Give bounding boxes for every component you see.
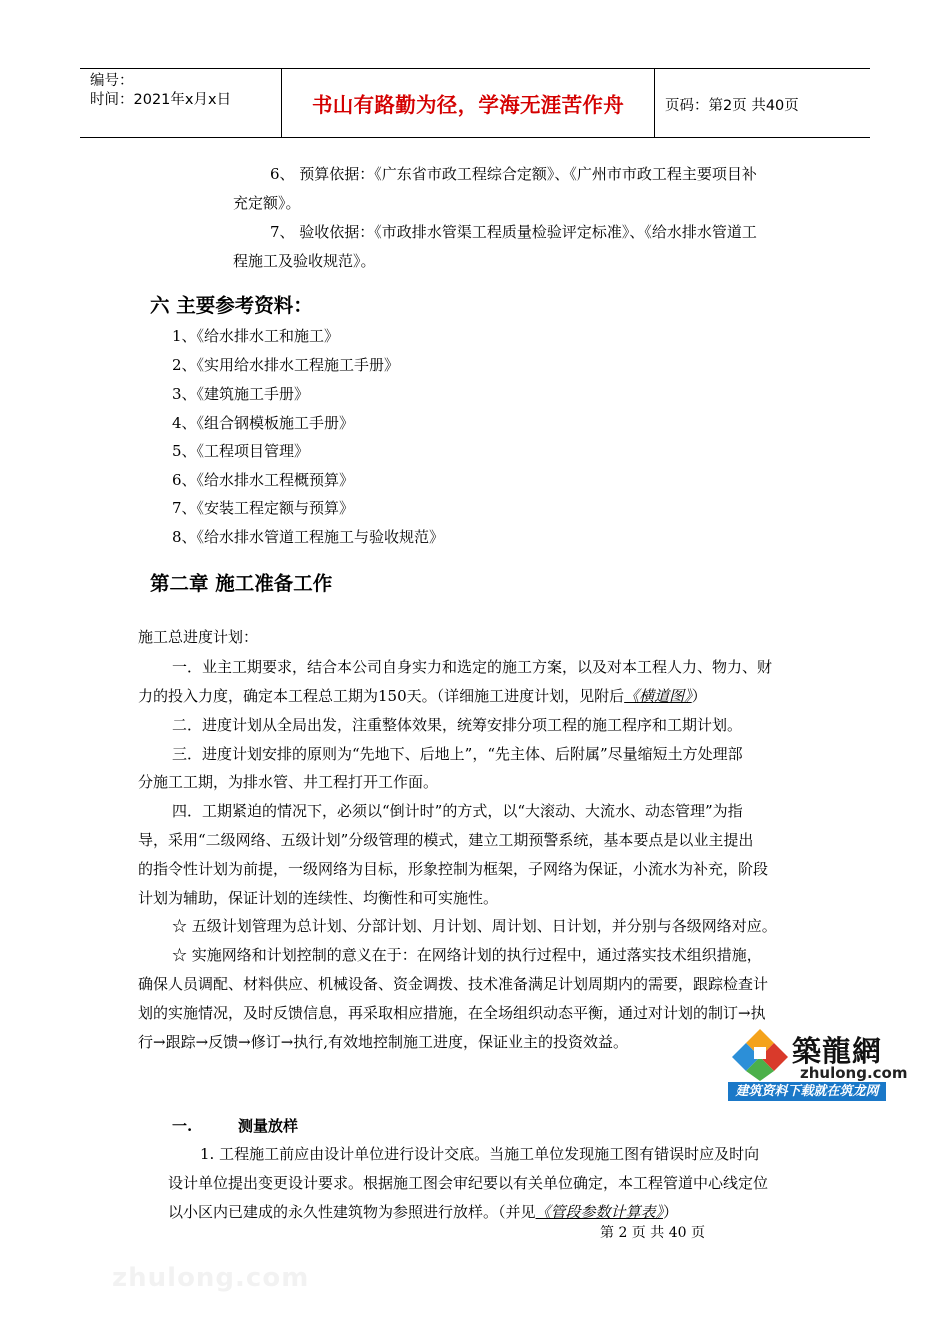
logo-name: 築龍網 <box>792 1034 883 1068</box>
para4-line3: 的指令性计划为前提，一级网络为目标，形象控制为框架，子网络为保证，小流水为补充，阶段 <box>138 860 769 878</box>
para2: 二．进度计划从全局出发，注重整体效果，统筹安排分项工程的施工程序和工期计划。 <box>172 716 743 734</box>
reference-item: 8、《给水排水管道工程施工与验收规范》 <box>172 528 445 546</box>
para4-line2: 导，采用“二级网络、五级计划”分级管理的模式，建立工期预警系统，基本要点是以业主提出 <box>138 831 754 849</box>
star-item-2-line2: 确保人员调配、材料供应、机械设备、资金调拨、技术准备满足计划周期内的需要，跟踪检查计 <box>138 975 769 993</box>
para1-line2: 力的投入力度，确定本工程总工期为150天。（详细施工进度计划，见附后《横道图》） <box>138 687 707 705</box>
zhulong-logo-icon <box>732 1027 788 1081</box>
measure-title: 测量放样 <box>238 1117 299 1135</box>
pipe-param-table-link[interactable]: 《管段参数计算表》 <box>535 1203 664 1221</box>
reference-item: 6、《给水排水工程概预算》 <box>172 471 355 489</box>
basis-7-line2: 程施工及验收规范》。 <box>233 252 376 270</box>
reference-item: 4、《组合钢模板施工手册》 <box>172 414 355 432</box>
page-header <box>80 68 870 138</box>
section6-title: 六 主要参考资料： <box>150 294 313 317</box>
star-item-2-line4: 行→跟踪→反馈→修订→执行,有效地控制施工进度，保证业主的投资效益。 <box>138 1033 629 1051</box>
star-item-1: ☆ 五级计划管理为总计划、分部计划、月计划、周计划、日计划，并分别与各级网络对应。 <box>172 917 777 935</box>
basis-7-line1: 7、 验收依据：《市政排水管渠工程质量检验评定标准》、《给水排水管道工 <box>270 223 757 241</box>
reference-item: 7、《安装工程定额与预算》 <box>172 499 355 517</box>
measure-line3: 以小区内已建成的永久性建筑物为参照进行放样。（并见《管段参数计算表》） <box>168 1203 679 1221</box>
para4-line1: 四．工期紧迫的情况下，必须以“倒计时”的方式，以“大滚动、大流水、动态管理”为指 <box>172 802 743 820</box>
para1-line1: 一．业主工期要求，结合本公司自身实力和选定的施工方案，以及对本工程人力、物力、财 <box>172 658 773 676</box>
header-meta-cell <box>80 69 282 137</box>
para3-line1: 三．进度计划安排的原则为“先地下、后地上”，“先主体、后附属”尽量缩短土方处理部 <box>172 745 743 763</box>
star-item-2-line1: ☆ 实施网络和计划控制的意义在于：在网络计划的执行过程中，通过落实技术组织措施， <box>172 946 762 964</box>
reference-item: 3、《建筑施工手册》 <box>172 385 310 403</box>
para3-line2: 分施工工期，为排水管、井工程打开工作面。 <box>138 773 439 791</box>
watermark: zhulong.com <box>112 1263 310 1293</box>
logo-url: zhulong.com <box>800 1064 908 1082</box>
header-page-info: 页码：第2页 共40页 <box>665 98 799 114</box>
reference-item: 5、《工程项目管理》 <box>172 442 310 460</box>
basis-6-line2: 充定额》。 <box>233 194 301 212</box>
gantt-chart-link[interactable]: 《横道图》 <box>624 687 692 705</box>
reference-item: 2、《实用给水排水工程施工手册》 <box>172 356 400 374</box>
header-page-cell <box>654 69 871 137</box>
chapter2-title: 第二章 施工准备工作 <box>150 572 333 595</box>
logo-banner: 建筑资料下载就在筑龙网 <box>728 1082 886 1101</box>
header-motto: 书山有路勤为径，学海无涯苦作舟 <box>312 93 624 117</box>
doc-time-label: 时间：2021年x月x日 <box>90 92 232 108</box>
star-item-2-line3: 划的实施情况，及时反馈信息，再采取相应措施，在全场组织动态平衡，通过对计划的制订→执 <box>138 1004 766 1022</box>
measure-line1: 1. 工程施工前应由设计单位进行设计交底。当施工单位发现施工图有错误时应及时向 <box>200 1145 760 1163</box>
measure-number: 一. <box>172 1117 193 1135</box>
basis-6-line1: 6、 预算依据：《广东省市政工程综合定额》、《广州市市政工程主要项目补 <box>270 165 757 183</box>
reference-item: 1、《给水排水工和施工》 <box>172 327 340 345</box>
doc-number-label: 编号： <box>90 73 134 89</box>
para4-line4: 计划为辅助，保证计划的连续性、均衡性和可实施性。 <box>138 889 499 907</box>
schedule-intro: 施工总进度计划： <box>138 628 259 646</box>
measure-line2: 设计单位提出变更设计要求。根据施工图会审纪要以有关单位确定，本工程管道中心线定位 <box>168 1174 769 1192</box>
page-footer: 第 2 页 共 40 页 <box>600 1225 705 1241</box>
header-motto-cell <box>282 69 654 137</box>
